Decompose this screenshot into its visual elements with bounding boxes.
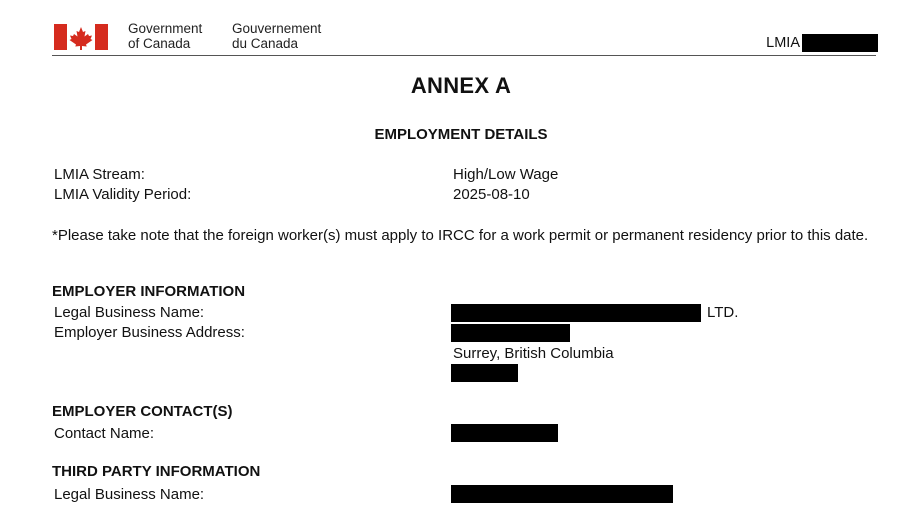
government-en-line1: Government [128,21,203,36]
validity-note: *Please take note that the foreign worker(s) must apply to IRCC for a work permit or permanent residency prior to this date. [52,227,869,244]
employer-postal-redacted [451,364,518,382]
government-fr-wordmark [232,21,321,51]
employer-contact-heading: EMPLOYER CONTACT(S) [52,403,233,420]
third-party-legal-name-redacted [451,485,673,503]
page-subtitle: EMPLOYMENT DETAILS [374,126,548,143]
employer-legal-name-suffix: LTD. [707,304,739,321]
government-en-wordmark [128,21,202,51]
employer-address-city: Surrey, British Columbia [453,345,614,362]
employer-legal-name-label: Legal Business Name: [54,304,205,321]
lmia-validity-value: 2025-08-10 [453,186,530,203]
lmia-reference [766,34,878,52]
page-title: ANNEX A [410,73,512,98]
lmia-label: LMIA [766,35,800,51]
lmia-validity-label: LMIA Validity Period: [54,186,192,203]
government-fr-line2: du Canada [232,36,299,51]
third-party-legal-name-label: Legal Business Name: [54,486,205,503]
contact-name-redacted [451,424,558,442]
canada-flag-icon [54,24,108,50]
lmia-stream-label: LMIA Stream: [54,166,145,183]
contact-name-label: Contact Name: [54,425,155,442]
third-party-heading: THIRD PARTY INFORMATION [52,463,261,480]
lmia-stream-value: High/Low Wage [453,166,559,183]
employer-street-redacted [451,324,570,342]
government-en-line2: of Canada [128,36,191,51]
header-divider [52,55,876,56]
employer-address-label: Employer Business Address: [54,324,245,341]
government-fr-line1: Gouvernement [232,21,322,36]
employer-legal-name-redacted [451,304,701,322]
lmia-number-redacted [802,34,878,52]
employer-info-heading: EMPLOYER INFORMATION [52,283,246,300]
